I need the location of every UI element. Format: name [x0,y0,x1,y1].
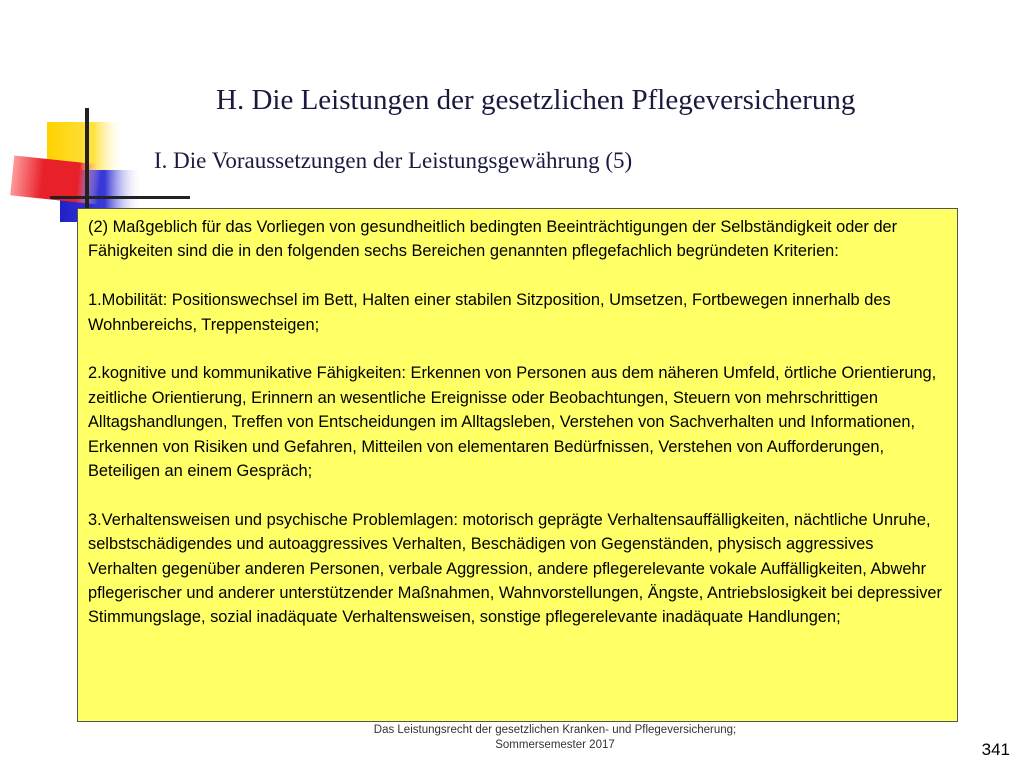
paragraph-behavior: 3.Verhaltensweisen und psychische Problemlagen: motorisch geprägte Verhaltensauffälligkeiten, nächtliche Unruhe, selbstschädigendes und autoaggressives Verhalten, Beschädigen von Gegenständen, physisch aggressives Verhalten gegenüber anderen Personen, verbale Aggression, andere pflegerelevante vokale Auffälligkeiten, Abwehr pflegerischer und anderer unterstützender Maßnahmen, Wahnvorstellungen, Ängste, Antriebslosigkeit bei depressiver Stimmungslage, sozial inadäquate Verhaltensweisen, sonstige pflegerelevante inadäquate Handlungen; [88,510,943,627]
footer [300,723,810,753]
paragraph-cognitive: 2.kognitive und kommunikative Fähigkeiten: Erkennen von Personen aus dem näheren Umfeld, örtliche Orientierung, zeitliche Orientierung, Erinnern an wesentliche Ereignisse oder Beobachtungen, Steuern von mehrschrittigen Alltagshandlungen, Treffen von Entscheidungen im Alltagsleben, Verstehen von Sachverhalten und Informationen, Erkennen von Risiken und Gefahren, Mitteilen von elementaren Bedürfnissen, Verstehen von Aufforderungen, Beteiligen an einem Gespräch; [88,364,937,481]
slide-subtitle: I. Die Voraussetzungen der Leistungsgewährung (5) [154,148,633,173]
paragraph-mobility: 1.Mobilität: Positionswechsel im Bett, Halten einer stabilen Sitzposition, Umsetzen, Fortbewegen innerhalb des Wohnbereichs, Treppensteigen; [88,291,891,334]
corner-decoration [0,0,200,240]
paragraph-intro: (2) Maßgeblich für das Vorliegen von gesundheitlich bedingten Beeinträchtigungen der Selbständigkeit oder der Fähigkeiten sind die in den folgenden sechs Bereichen genannten pflegefachlich begründeten Kriterien: [88,218,898,261]
deco-horizontal-line [50,196,190,199]
content-box [77,208,958,722]
footer-course-title: Das Leistungsrecht der gesetzlichen Kranken- und Pflegeversicherung; [373,724,737,736]
footer-semester: Sommersemester 2017 [495,739,615,751]
slide-title: H. Die Leistungen der gesetzlichen Pflegeversicherung [216,84,856,116]
page-number: 341 [981,740,1010,759]
